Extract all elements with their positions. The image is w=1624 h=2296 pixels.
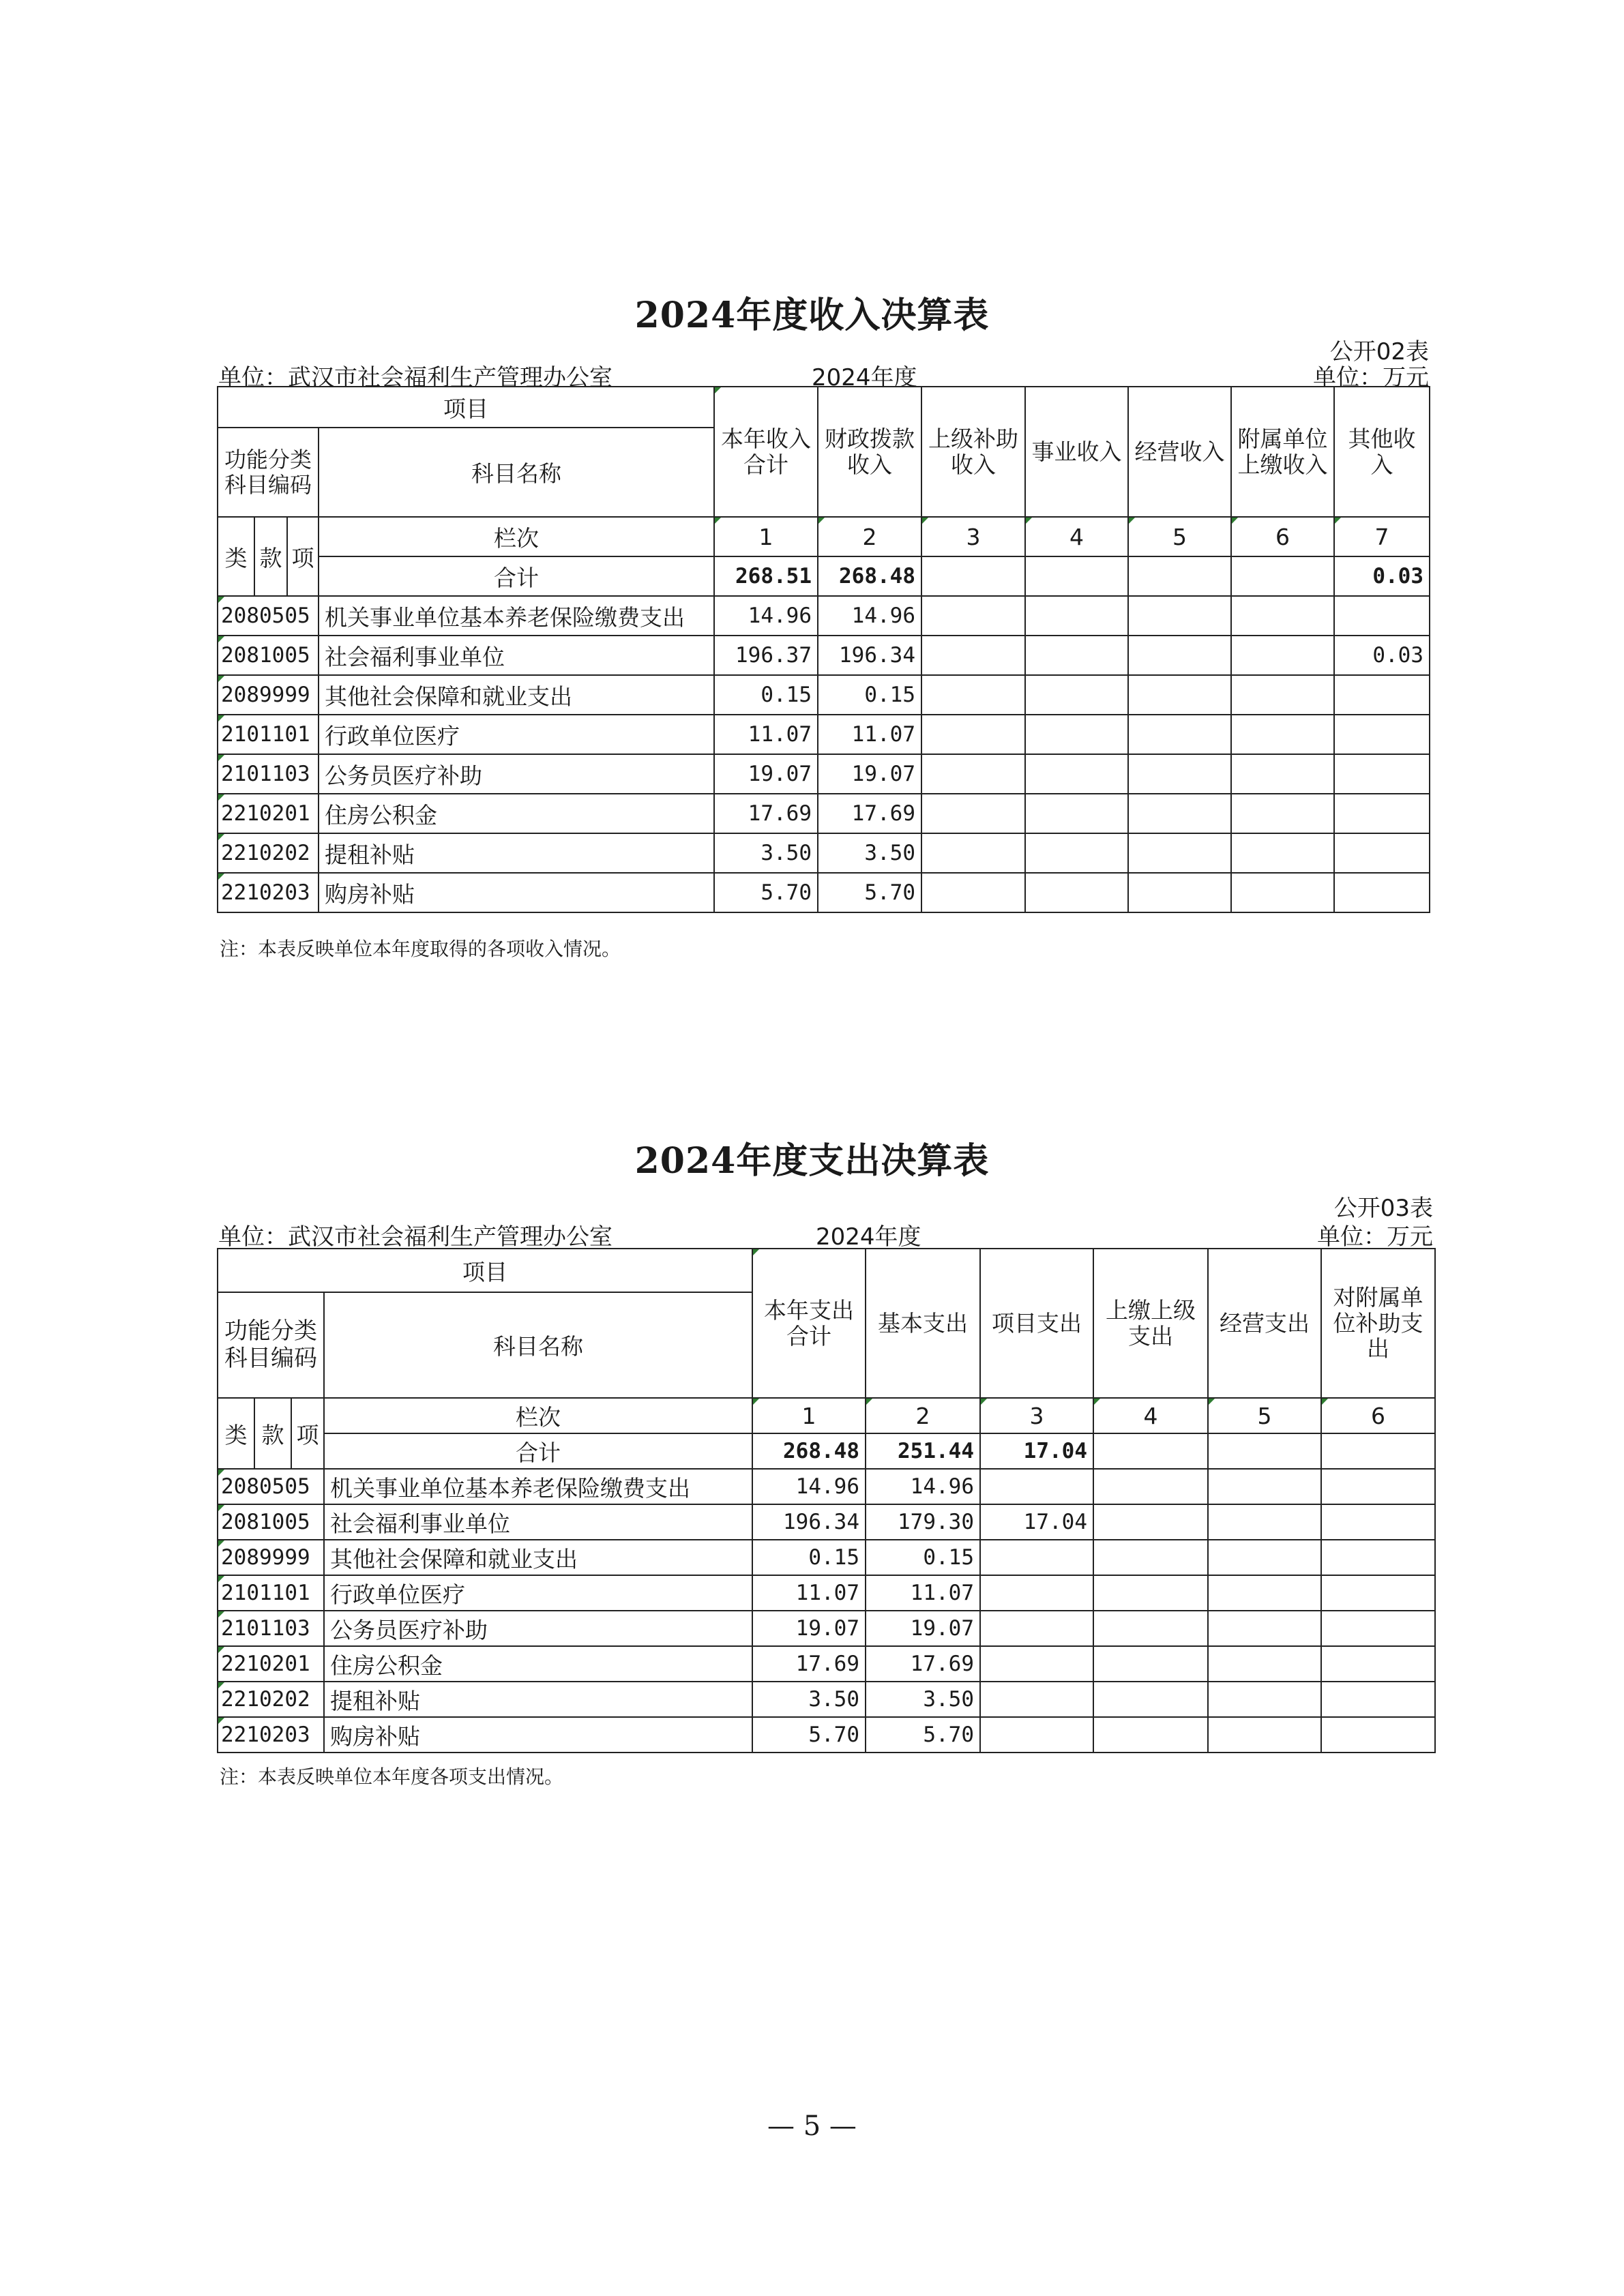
page-number: — 5 — xyxy=(767,2111,857,2142)
expense-row-value: 196.34 xyxy=(752,1504,866,1540)
income-row-value xyxy=(1128,596,1231,636)
income-col-header-5: 经营收入 xyxy=(1128,387,1231,517)
income-col-header-7: 其他收入 xyxy=(1334,387,1430,517)
income-row-value: 196.34 xyxy=(818,636,921,675)
income-kuan-header: 款 xyxy=(254,517,287,596)
expense-row-value xyxy=(980,1575,1093,1611)
income-col-num-1: 1 xyxy=(714,517,818,556)
expense-row-name: 公务员医疗补助 xyxy=(324,1611,752,1646)
income-row-value: 14.96 xyxy=(714,596,818,636)
expense-row-name: 行政单位医疗 xyxy=(324,1575,752,1611)
expense-title: 2024年度支出决算表 xyxy=(634,1140,990,1182)
expense-row-value xyxy=(1093,1611,1208,1646)
expense-col-header-6: 对附属单位补助支出 xyxy=(1321,1249,1435,1398)
income-table-row xyxy=(218,833,1430,873)
income-table-row xyxy=(218,715,1430,754)
income-row-value xyxy=(1334,754,1430,794)
expense-row-code: 2081005 xyxy=(218,1504,324,1540)
expense-total-value: 251.44 xyxy=(866,1433,980,1469)
income-row-name: 行政单位医疗 xyxy=(319,715,714,754)
income-row-name: 其他社会保障和就业支出 xyxy=(319,675,714,715)
income-note: 注：本表反映单位本年度取得的各项收入情况。 xyxy=(220,938,621,960)
income-row-code: 2210202 xyxy=(218,833,319,873)
expense-row-name: 社会福利事业单位 xyxy=(324,1504,752,1540)
expense-row-code: 2089999 xyxy=(218,1540,324,1575)
expense-row-value xyxy=(1093,1575,1208,1611)
income-row-name: 提租补贴 xyxy=(319,833,714,873)
income-row-value xyxy=(1025,833,1128,873)
income-row-value xyxy=(1128,794,1231,833)
expense-table-row xyxy=(218,1575,1435,1611)
income-table-row xyxy=(218,754,1430,794)
income-form-no: 公开02表 xyxy=(1329,338,1429,366)
expense-row-name: 机关事业单位基本养老保险缴费支出 xyxy=(324,1469,752,1504)
income-row-name: 社会福利事业单位 xyxy=(319,636,714,675)
expense-row-value: 5.70 xyxy=(866,1717,980,1753)
expense-unit: 单位：武汉市社会福利生产管理办公室 xyxy=(218,1223,612,1251)
expense-col-header-2: 基本支出 xyxy=(866,1249,980,1398)
income-row-code: 2101101 xyxy=(218,715,319,754)
expense-row-name: 提租补贴 xyxy=(324,1682,752,1717)
expense-col-num-4: 4 xyxy=(1093,1398,1208,1433)
expense-col-header-3: 项目支出 xyxy=(980,1249,1093,1398)
expense-row-value xyxy=(1321,1540,1435,1575)
expense-func-code-header: 功能分类科目编码 xyxy=(218,1292,324,1398)
expense-xiang-header: 项 xyxy=(291,1398,324,1469)
income-row-value: 5.70 xyxy=(818,873,921,912)
expense-col-num-6: 6 xyxy=(1321,1398,1435,1433)
expense-row-value: 0.15 xyxy=(752,1540,866,1575)
income-row-value: 19.07 xyxy=(714,754,818,794)
income-row-value: 14.96 xyxy=(818,596,921,636)
expense-form-no: 公开03表 xyxy=(1333,1195,1433,1222)
income-year: 2024年度 xyxy=(812,364,917,391)
expense-row-code: 2210203 xyxy=(218,1717,324,1753)
income-row-value xyxy=(921,754,1025,794)
income-col-num-5: 5 xyxy=(1128,517,1231,556)
expense-row-value: 3.50 xyxy=(866,1682,980,1717)
income-total-value xyxy=(1025,556,1128,596)
income-row-value xyxy=(1231,675,1334,715)
expense-row-value: 11.07 xyxy=(752,1575,866,1611)
expense-subject-name-header: 科目名称 xyxy=(324,1292,752,1398)
income-row-value xyxy=(1231,833,1334,873)
expense-col-label: 栏次 xyxy=(324,1398,752,1433)
expense-row-value xyxy=(1208,1611,1321,1646)
expense-table-row xyxy=(218,1682,1435,1717)
expense-col-num-2: 2 xyxy=(866,1398,980,1433)
income-row-value: 5.70 xyxy=(714,873,818,912)
expense-row-name: 购房补贴 xyxy=(324,1717,752,1753)
income-row-value xyxy=(1128,715,1231,754)
expense-row-value xyxy=(1208,1682,1321,1717)
income-row-value: 0.03 xyxy=(1334,636,1430,675)
expense-col-num-1: 1 xyxy=(752,1398,866,1433)
income-row-value xyxy=(1128,873,1231,912)
expense-row-value: 14.96 xyxy=(866,1469,980,1504)
expense-row-value xyxy=(980,1646,1093,1682)
expense-table-row xyxy=(218,1611,1435,1646)
expense-col-header-1: 本年支出合计 xyxy=(752,1249,866,1398)
income-total-row xyxy=(218,556,1430,596)
expense-row-value xyxy=(1093,1682,1208,1717)
expense-table xyxy=(217,1248,1436,1753)
income-col-num-3: 3 xyxy=(921,517,1025,556)
expense-row-code: 2210201 xyxy=(218,1646,324,1682)
income-col-label: 栏次 xyxy=(319,517,714,556)
expense-col-num-3: 3 xyxy=(980,1398,1093,1433)
income-table-row xyxy=(218,596,1430,636)
expense-row-value xyxy=(1093,1469,1208,1504)
expense-row-value: 5.70 xyxy=(752,1717,866,1753)
income-row-value xyxy=(1128,636,1231,675)
income-row-value xyxy=(921,833,1025,873)
income-row-value xyxy=(1128,833,1231,873)
expense-col-header-4: 上缴上级支出 xyxy=(1093,1249,1208,1398)
income-table-row xyxy=(218,873,1430,912)
income-total-label: 合计 xyxy=(319,556,714,596)
income-unit: 单位：武汉市社会福利生产管理办公室 xyxy=(218,364,612,391)
expense-row-value xyxy=(980,1682,1093,1717)
income-xiang-header: 项 xyxy=(287,517,319,596)
income-row-value xyxy=(1231,715,1334,754)
income-table-row xyxy=(218,794,1430,833)
expense-row-value: 179.30 xyxy=(866,1504,980,1540)
income-table-row xyxy=(218,636,1430,675)
expense-row-value xyxy=(1321,1717,1435,1753)
income-col-header-1: 本年收入合计 xyxy=(714,387,818,517)
income-row-value: 3.50 xyxy=(818,833,921,873)
expense-col-num-5: 5 xyxy=(1208,1398,1321,1433)
income-col-header-2: 财政拨款收入 xyxy=(818,387,921,517)
expense-row-value: 0.15 xyxy=(866,1540,980,1575)
income-row-value xyxy=(1334,873,1430,912)
income-total-value xyxy=(1128,556,1231,596)
expense-row-value xyxy=(1321,1469,1435,1504)
expense-row-value xyxy=(1093,1717,1208,1753)
expense-row-value xyxy=(980,1611,1093,1646)
expense-row-code: 2101101 xyxy=(218,1575,324,1611)
expense-total-value xyxy=(1093,1433,1208,1469)
expense-row-name: 住房公积金 xyxy=(324,1646,752,1682)
expense-row-value xyxy=(1208,1646,1321,1682)
income-row-value: 3.50 xyxy=(714,833,818,873)
income-col-num-2: 2 xyxy=(818,517,921,556)
income-row-value xyxy=(921,596,1025,636)
income-total-value: 268.51 xyxy=(714,556,818,596)
expense-row-value xyxy=(980,1540,1093,1575)
expense-row-value xyxy=(1321,1646,1435,1682)
income-total-value xyxy=(921,556,1025,596)
income-item-header: 项目 xyxy=(218,387,714,428)
expense-row-value xyxy=(1208,1575,1321,1611)
income-row-name: 住房公积金 xyxy=(319,794,714,833)
income-row-value xyxy=(1025,754,1128,794)
income-row-value xyxy=(1128,754,1231,794)
income-row-value xyxy=(1025,636,1128,675)
income-col-num-6: 6 xyxy=(1231,517,1334,556)
income-row-value xyxy=(921,715,1025,754)
expense-col-header-5: 经营支出 xyxy=(1208,1249,1321,1398)
income-row-code: 2101103 xyxy=(218,754,319,794)
expense-row-value xyxy=(1093,1646,1208,1682)
expense-table-row xyxy=(218,1540,1435,1575)
expense-row-code: 2080505 xyxy=(218,1469,324,1504)
income-lei-header: 类 xyxy=(218,517,254,596)
income-row-value xyxy=(1334,596,1430,636)
expense-currency: 单位：万元 xyxy=(1317,1223,1433,1251)
income-row-value xyxy=(1025,675,1128,715)
expense-total-row xyxy=(218,1433,1435,1469)
income-row-value xyxy=(1334,715,1430,754)
income-row-value xyxy=(921,636,1025,675)
income-title: 2024年度收入决算表 xyxy=(634,295,990,336)
expense-row-value xyxy=(1321,1504,1435,1540)
income-row-value xyxy=(1231,636,1334,675)
income-row-value xyxy=(1231,873,1334,912)
income-row-code: 2089999 xyxy=(218,675,319,715)
income-row-code: 2081005 xyxy=(218,636,319,675)
expense-row-value: 17.04 xyxy=(980,1504,1093,1540)
income-row-value xyxy=(921,675,1025,715)
expense-row-value: 3.50 xyxy=(752,1682,866,1717)
income-row-value xyxy=(921,794,1025,833)
expense-row-value: 14.96 xyxy=(752,1469,866,1504)
expense-row-value xyxy=(1208,1504,1321,1540)
expense-row-value: 17.69 xyxy=(752,1646,866,1682)
income-row-value: 11.07 xyxy=(818,715,921,754)
income-col-header-4: 事业收入 xyxy=(1025,387,1128,517)
expense-row-value: 17.69 xyxy=(866,1646,980,1682)
income-table xyxy=(217,386,1430,913)
income-total-value: 268.48 xyxy=(818,556,921,596)
expense-table-row xyxy=(218,1504,1435,1540)
income-row-value: 11.07 xyxy=(714,715,818,754)
income-row-value: 196.37 xyxy=(714,636,818,675)
expense-table-row xyxy=(218,1717,1435,1753)
income-col-header-3: 上级补助收入 xyxy=(921,387,1025,517)
expense-row-code: 2210202 xyxy=(218,1682,324,1717)
income-col-num-7: 7 xyxy=(1334,517,1430,556)
expense-lei-header: 类 xyxy=(218,1398,254,1469)
income-row-value xyxy=(1025,715,1128,754)
expense-row-value xyxy=(1208,1540,1321,1575)
income-col-num-4: 4 xyxy=(1025,517,1128,556)
income-row-code: 2210203 xyxy=(218,873,319,912)
expense-row-code: 2101103 xyxy=(218,1611,324,1646)
income-row-value xyxy=(1025,873,1128,912)
expense-row-value xyxy=(1321,1611,1435,1646)
income-total-value xyxy=(1231,556,1334,596)
income-col-header-6: 附属单位上缴收入 xyxy=(1231,387,1334,517)
expense-total-value xyxy=(1321,1433,1435,1469)
expense-row-value xyxy=(1093,1504,1208,1540)
income-row-value xyxy=(1334,675,1430,715)
income-row-code: 2210201 xyxy=(218,794,319,833)
expense-row-value xyxy=(980,1717,1093,1753)
income-row-name: 购房补贴 xyxy=(319,873,714,912)
income-subject-name-header: 科目名称 xyxy=(319,428,714,517)
income-row-value xyxy=(1025,596,1128,636)
income-row-value xyxy=(921,873,1025,912)
expense-kuan-header: 款 xyxy=(254,1398,291,1469)
expense-row-value xyxy=(1321,1682,1435,1717)
income-row-value: 17.69 xyxy=(818,794,921,833)
income-row-value: 19.07 xyxy=(818,754,921,794)
expense-row-value xyxy=(1321,1575,1435,1611)
income-row-code: 2080505 xyxy=(218,596,319,636)
expense-row-value xyxy=(1093,1540,1208,1575)
expense-row-value xyxy=(1208,1469,1321,1504)
income-func-code-header: 功能分类科目编码 xyxy=(218,428,319,517)
income-row-value xyxy=(1231,754,1334,794)
income-row-value xyxy=(1334,833,1430,873)
expense-row-value xyxy=(1208,1717,1321,1753)
expense-total-value xyxy=(1208,1433,1321,1469)
income-row-value xyxy=(1231,794,1334,833)
expense-row-value: 19.07 xyxy=(752,1611,866,1646)
expense-row-name: 其他社会保障和就业支出 xyxy=(324,1540,752,1575)
expense-note: 注：本表反映单位本年度各项支出情况。 xyxy=(220,1765,564,1788)
income-row-value xyxy=(1334,794,1430,833)
income-total-value: 0.03 xyxy=(1334,556,1430,596)
expense-item-header: 项目 xyxy=(218,1249,752,1292)
expense-row-value: 19.07 xyxy=(866,1611,980,1646)
income-row-name: 公务员医疗补助 xyxy=(319,754,714,794)
expense-total-value: 17.04 xyxy=(980,1433,1093,1469)
income-row-value xyxy=(1231,596,1334,636)
income-currency: 单位：万元 xyxy=(1313,364,1429,391)
expense-year: 2024年度 xyxy=(816,1223,921,1251)
income-row-name: 机关事业单位基本养老保险缴费支出 xyxy=(319,596,714,636)
income-row-value: 0.15 xyxy=(714,675,818,715)
income-row-value: 0.15 xyxy=(818,675,921,715)
income-row-value xyxy=(1128,675,1231,715)
expense-row-value: 11.07 xyxy=(866,1575,980,1611)
income-row-value xyxy=(1025,794,1128,833)
income-row-value: 17.69 xyxy=(714,794,818,833)
expense-table-row xyxy=(218,1469,1435,1504)
expense-table-row xyxy=(218,1646,1435,1682)
income-table-row xyxy=(218,675,1430,715)
expense-row-value xyxy=(980,1469,1093,1504)
expense-total-label: 合计 xyxy=(324,1433,752,1469)
expense-total-value: 268.48 xyxy=(752,1433,866,1469)
